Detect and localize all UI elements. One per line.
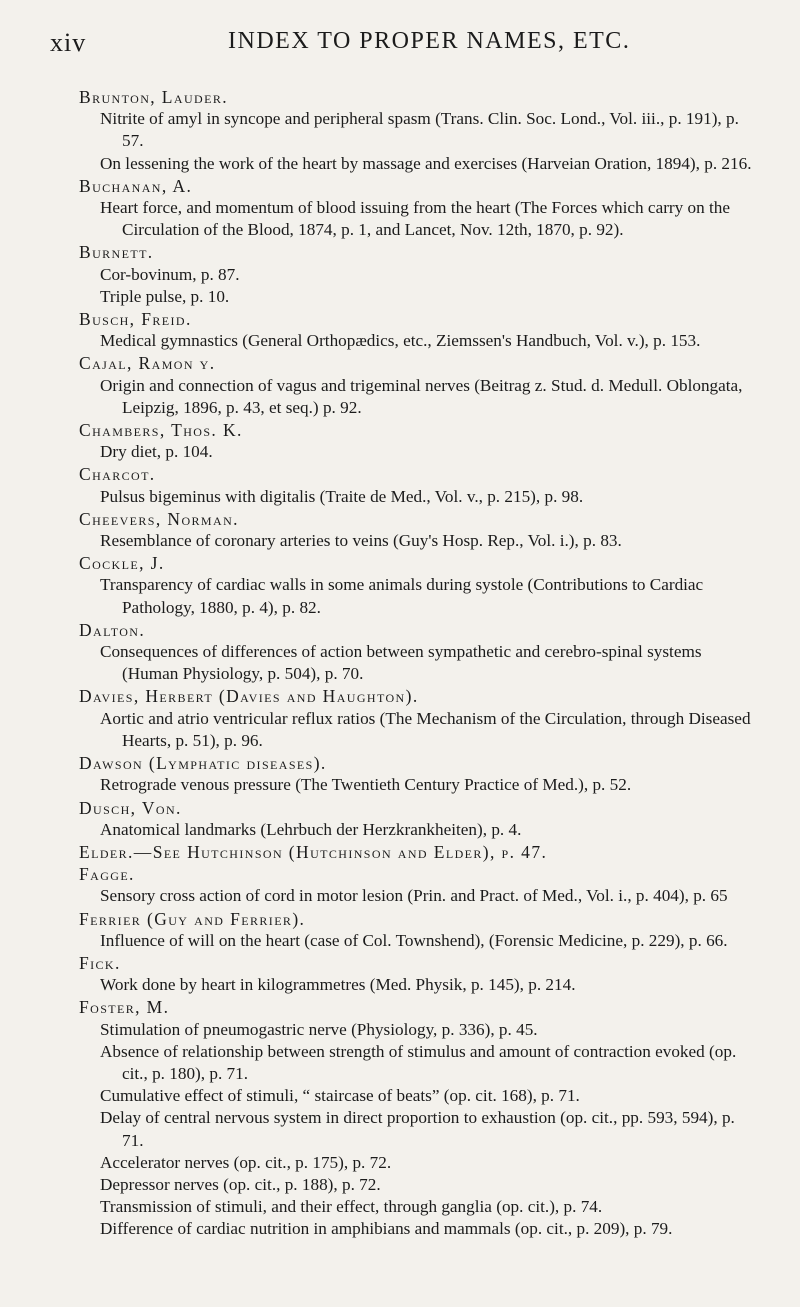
index-entry xyxy=(79,308,756,352)
index-entry xyxy=(79,86,756,175)
entry-reference: Medical gymnastics (General Orthopædics, etc., Ziemssen's Handbuch, Vol. v.), p. 153. xyxy=(100,331,701,351)
entry-reference: On lessening the work of the heart by massage and exercises (Harveian Oration, 1894), p. 216. xyxy=(100,153,752,173)
entry-author: Burnett. xyxy=(79,242,154,263)
entry-reference: Sensory cross action of cord in motor lesion (Prin. and Pract. of Med., Vol. i., p. 404), p. 65 xyxy=(100,886,728,906)
index-entry xyxy=(79,908,756,952)
entry-reference: Transmission of stimuli, and their effect, through ganglia (op. cit.), p. 74. xyxy=(100,1197,603,1217)
index-entry xyxy=(79,508,756,552)
index-entry xyxy=(79,241,756,308)
entry-author: Cajal, Ramon y. xyxy=(79,353,216,374)
entry-reference: Consequences of differences of action between sympathetic and cerebro-spinal systems (Human Physiology, p. 504), p. 70. xyxy=(100,642,702,684)
entry-reference: Retrograde venous pressure (The Twentieth Century Practice of Med.), p. 52. xyxy=(100,775,632,795)
entry-reference: Aortic and atrio ventricular reflux ratios (The Mechanism of the Circulation, through Diseased Hearts, p. 51), p. 96. xyxy=(100,708,751,750)
index-entry xyxy=(79,419,756,463)
entry-author: Cockle, J. xyxy=(79,553,165,574)
entry-reference: Depressor nerves (op. cit., p. 188), p. 72. xyxy=(100,1174,381,1194)
index-entry xyxy=(79,685,756,752)
entry-author: Foster, M. xyxy=(79,997,170,1018)
entry-reference: Work done by heart in kilogrammetres (Med. Physik, p. 145), p. 214. xyxy=(100,975,576,995)
page-number: xiv xyxy=(50,28,87,57)
index-entry xyxy=(79,863,756,907)
entry-reference: Delay of central nervous system in direct proportion to exhaustion (op. cit., pp. 593, 594), p. 71. xyxy=(100,1108,735,1150)
entry-author: Brunton, Lauder. xyxy=(79,87,229,107)
entry-reference: Triple pulse, p. 10. xyxy=(100,286,230,306)
entry-author: Buchanan, A. xyxy=(79,175,193,196)
entry-author: Dawson (Lymphatic diseases). xyxy=(79,753,327,774)
index-entry xyxy=(79,175,756,242)
entry-author: Fagge. xyxy=(79,864,135,885)
entry-reference: Stimulation of pneumogastric nerve (Physiology, p. 336), p. 45. xyxy=(100,1019,538,1039)
entry-author: Elder.—See Hutchinson (Hutchinson and Elder), p. 47. xyxy=(79,841,548,862)
entry-reference: Cor-bovinum, p. 87. xyxy=(100,264,240,284)
index-entry xyxy=(79,552,756,619)
entry-reference: Resemblance of coronary arteries to veins (Guy's Hosp. Rep., Vol. i.), p. 83. xyxy=(100,531,622,551)
index-entry xyxy=(79,996,756,1240)
entry-author: Dusch, Von. xyxy=(79,797,182,818)
entry-author: Cheevers, Norman. xyxy=(79,508,239,529)
index-entry xyxy=(79,352,756,419)
entry-author: Davies, Herbert (Davies and Haughton). xyxy=(79,686,419,707)
entry-reference: Difference of cardiac nutrition in amphibians and mammals (op. cit., p. 209), p. 79. xyxy=(100,1219,673,1239)
entry-reference: Nitrite of amyl in syncope and peripheral spasm (Trans. Clin. Soc. Lond., Vol. iii., p. 191), p. 57. xyxy=(100,109,739,151)
entry-author: Charcot. xyxy=(79,464,156,485)
index-entry xyxy=(79,752,756,796)
index-entry xyxy=(79,619,756,686)
entry-reference: Anatomical landmarks (Lehrbuch der Herzkrankheiten), p. 4. xyxy=(100,819,522,839)
entry-reference: Pulsus bigeminus with digitalis (Traite de Med., Vol. v., p. 215), p. 98. xyxy=(100,486,584,506)
entry-reference: Origin and connection of vagus and trigeminal nerves (Beitrag z. Stud. d. Medull. Oblongata, Leipzig, 1896, p. 43, et seq.) p. 92. xyxy=(100,375,743,417)
entry-author: Busch, Freid. xyxy=(79,309,192,330)
entry-reference: Accelerator nerves (op. cit., p. 175), p. 72. xyxy=(100,1152,392,1172)
entry-reference: Absence of relationship between strength of stimulus and amount of contraction evoked (op. cit., p. 180), p. 71. xyxy=(100,1041,737,1083)
entry-author: Chambers, Thos. K. xyxy=(79,420,243,441)
index-entry xyxy=(79,841,756,863)
entry-author: Fick. xyxy=(79,952,121,973)
entry-reference: Cumulative effect of stimuli, “ staircase of beats” (op. cit. 168), p. 71. xyxy=(100,1086,580,1106)
entry-reference: Influence of will on the heart (case of Col. Townshend), (Forensic Medicine, p. 229), p. 66. xyxy=(100,930,728,950)
entry-author: Dalton. xyxy=(79,619,146,640)
index-entry xyxy=(79,952,756,996)
entry-author: Ferrier (Guy and Ferrier). xyxy=(79,908,306,929)
entry-reference: Heart force, and momentum of blood issuing from the heart (The Forces which carry on the Circulation of the Blood, 1874, p. 1, and Lancet, Nov. 12th, 1870, p. 92). xyxy=(100,198,731,240)
index-entry xyxy=(79,797,756,841)
entry-reference: Dry diet, p. 104. xyxy=(100,442,213,462)
index-entries xyxy=(79,86,756,1241)
entry-reference: Transparency of cardiac walls in some animals during systole (Contributions to Cardiac Pathology, 1880, p. 4), p. 82. xyxy=(100,575,704,617)
running-head: INDEX TO PROPER NAMES, ETC. xyxy=(228,28,631,54)
page-header xyxy=(0,24,800,64)
index-entry xyxy=(79,463,756,507)
